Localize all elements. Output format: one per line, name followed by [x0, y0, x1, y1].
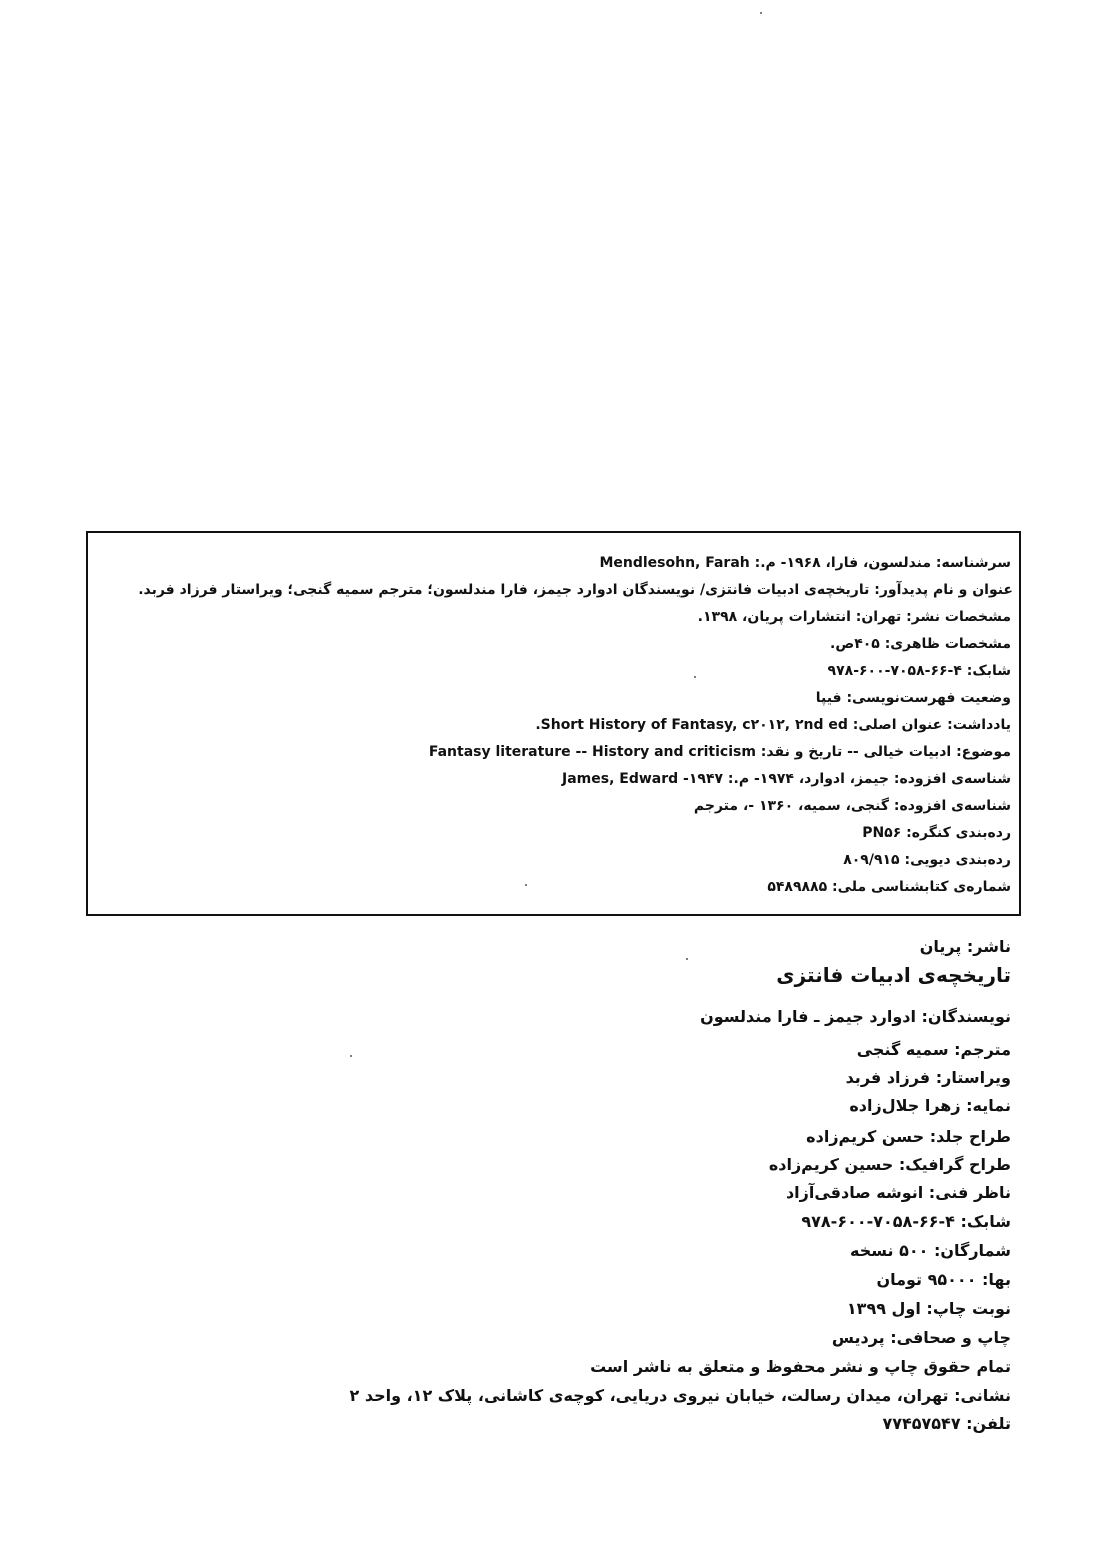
cip-subject: موضوع: ادبیات خیالی -- تاریخ و نقد: Fantasy literature -- History and criticism [428, 744, 1011, 760]
colophon-phone: تلفن: ۷۷۴۵۷۵۴۷ [882, 1414, 1011, 1433]
colophon-print-run: شمارگان: ۵۰۰ نسخه [849, 1241, 1011, 1260]
cip-main-entry: سرشناسه: مندلسون، فارا، ۱۹۶۸- م.: Mendlesohn, Farah [599, 555, 1011, 571]
colophon-price: بها: ۹۵۰۰۰ تومان [876, 1270, 1011, 1289]
book-title: تاریخچه‌ی ادبیات فانتزی [776, 963, 1011, 987]
colophon-printing: چاپ و صحافی: پردیس [831, 1328, 1011, 1347]
cip-lc-classification: رده‌بندی کنگره: PN۵۶ [862, 825, 1011, 841]
cip-note: یادداشت: عنوان اصلی: Short History of Fantasy, c۲۰۱۲, ۲nd ed. [535, 717, 1011, 733]
colophon-editor: ویراستار: فرزاد فربد [845, 1068, 1011, 1087]
colophon-isbn: شابک: ۴-۶۶-۷۰۵۸-۶۰۰-۹۷۸ [801, 1212, 1011, 1231]
colophon-technical-supervisor: ناظر فنی: انوشه صادقی‌آزاد [785, 1183, 1011, 1202]
colophon-indexer: نمایه: زهرا جلال‌زاده [849, 1096, 1011, 1115]
cip-cataloguing-status: وضعیت فهرست‌نویسی: فیپا [815, 690, 1011, 706]
colophon-address: نشانی: تهران، میدان رسالت، خیابان نیروی دریایی، کوچه‌ی کاشانی، پلاک ۱۲، واحد ۲ [349, 1386, 1011, 1405]
scan-speck [686, 958, 688, 960]
cip-dewey-classification: رده‌بندی دیویی: ۸۰۹/۹۱۵ [843, 852, 1011, 868]
colophon-rights: تمام حقوق چاپ و نشر محفوظ و متعلق به ناشر است [590, 1357, 1011, 1376]
colophon-cover-designer: طراح جلد: حسن کریم‌زاده [806, 1127, 1011, 1146]
cip-physical-description: مشخصات ظاهری: ۴۰۵ص. [830, 636, 1011, 652]
scan-speck [350, 1055, 352, 1057]
cip-publication: مشخصات نشر: تهران: انتشارات پریان، ۱۳۹۸. [697, 609, 1011, 625]
colophon-authors: نویسندگان: ادوارد جیمز ـ فارا مندلسون [700, 1007, 1011, 1026]
colophon-edition: نوبت چاپ: اول ۱۳۹۹ [846, 1299, 1011, 1318]
cataloguing-record-box [86, 531, 1021, 916]
colophon-translator: مترجم: سمیه گنجی [856, 1040, 1011, 1059]
cip-added-entry-translator: شناسه‌ی افزوده: گنجی، سمیه، ۱۳۶۰ -، مترجم [693, 798, 1011, 814]
colophon-graphic-designer: طراح گرافیک: حسین کریم‌زاده [768, 1155, 1011, 1174]
cip-added-entry-author: شناسه‌ی افزوده: جیمز، ادوارد، ۱۹۷۴- م.: James, Edward -۱۹۴۷ [562, 771, 1011, 787]
colophon-publisher: ناشر: پریان [919, 937, 1011, 956]
cip-isbn: شابک: ۴-۶۶-۷۰۵۸-۶۰۰-۹۷۸ [827, 663, 1011, 679]
cip-title-statement: عنوان و نام پدیدآور: تاریخچه‌ی ادبیات فانتزی/ نویسندگان ادوارد جیمز، فارا مندلسون؛ مترجم سمیه گنجی؛ ویراستار فرزاد فربد. [138, 582, 1013, 598]
cip-national-bibliography-number: شماره‌ی کتابشناسی ملی: ۵۴۸۹۸۸۵ [767, 879, 1011, 895]
scan-speck [760, 12, 762, 14]
